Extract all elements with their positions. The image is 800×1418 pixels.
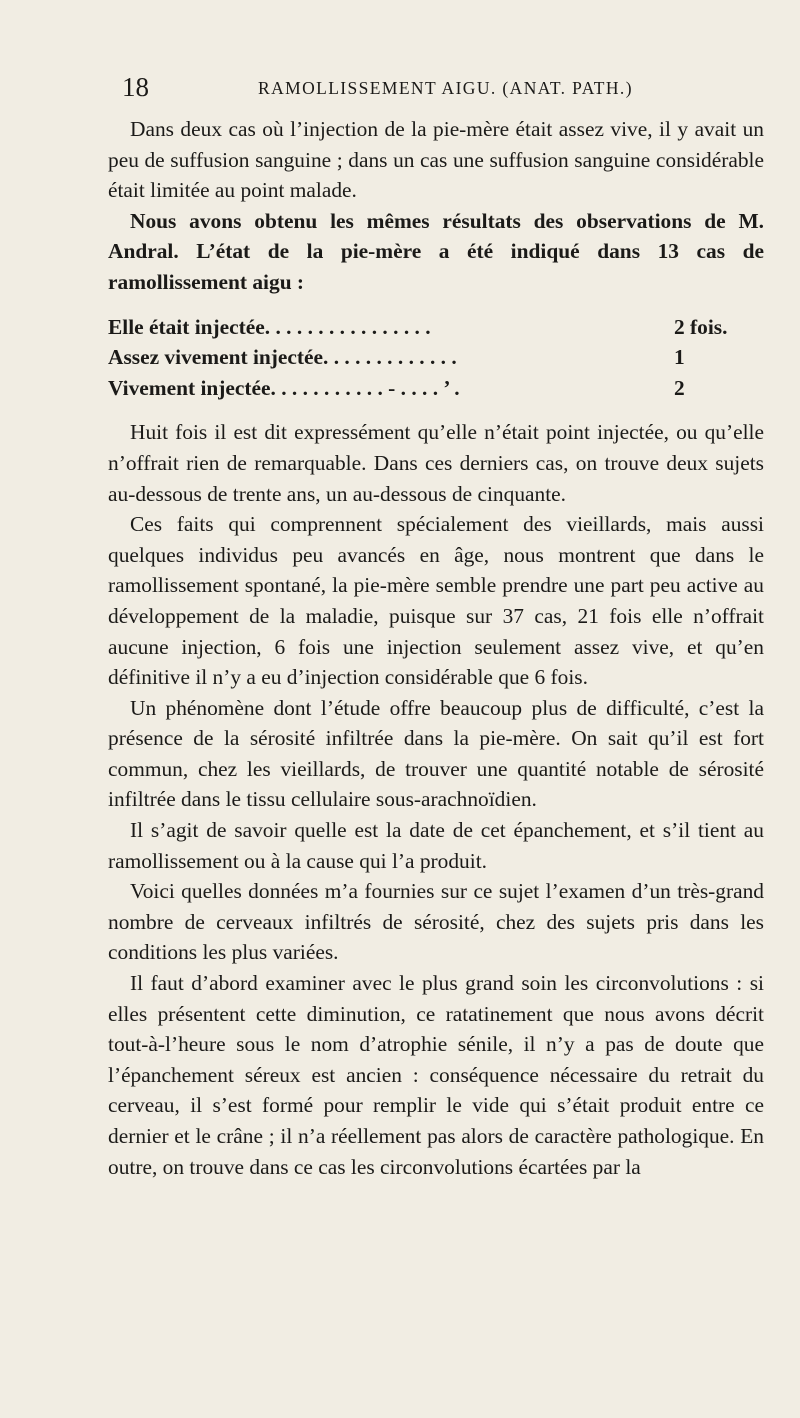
tally-row <box>108 312 736 343</box>
paragraph: Un phénomène dont l’étude offre beaucoup plus de difficulté, c’est la présence de la sérosité infiltrée dans la pie-mère. On sait qu’il est fort commun, chez les vieillards, de trouver une quantité notable de sérosité infiltrée dans le tissu cellulaire sous-arachnoïdien. <box>108 695 764 812</box>
tally-list <box>108 312 764 404</box>
tally-row <box>108 373 736 404</box>
spacer <box>108 298 764 312</box>
paragraph: Il s’agit de savoir quelle est la date de cet épanchement, et s’il tient au ramollissement ou à la cause qui l’a produit. <box>108 818 764 873</box>
spacer <box>108 403 764 417</box>
running-title: RAMOLLISSEMENT AIGU. (ANAT. PATH.) <box>258 78 633 98</box>
tally-label: Assez vivement injectée. . . . . . . . . . . . . <box>108 345 457 370</box>
tally-value: 2 fois. <box>674 314 728 339</box>
tally-value: 2 <box>674 375 685 400</box>
paragraph: Huit fois il est dit expressément qu’elle n’était point injectée, ou qu’elle n’offrait rien de remarquable. Dans ces derniers cas, on trouve deux sujets au-dessous de trente ans, un au-dessous de cinquante. <box>108 420 764 506</box>
paragraph: Ces faits qui comprennent spécialement des vieillards, mais aussi quelques individus peu avancés en âge, nous montrent que dans le ramollissement spontané, la pie-mère semble prendre une part peu active au développement de la maladie, puisque sur 37 cas, 21 fois elle n’offrait aucune injection, 6 fois une injection seulement assez vive, et qu’en définitive il n’y a eu d’injection considérable que 6 fois. <box>108 512 764 690</box>
tally-value: 1 <box>674 345 685 370</box>
body-text <box>108 114 764 1182</box>
paragraph: Voici quelles données m’a fournies sur ce sujet l’examen d’un très-grand nombre de cerveaux infiltrés de sérosité, chez des sujets pris dans les conditions les plus variées. <box>108 879 764 965</box>
page-number: 18 <box>122 72 149 102</box>
paragraph: Nous avons obtenu les mêmes résultats des observations de M. Andral. L’état de la pie-mère a été indiqué dans 13 cas de ramollissement aigu : <box>108 208 764 294</box>
paragraph: Il faut d’abord examiner avec le plus grand soin les circonvolutions : si elles présentent cette diminution, ce ratatinement que nous avons décrit tout-à-l’heure sous le nom d’atrophie sénile, il n’y a pas de doute que l’épanchement séreux est ancien : conséquence nécessaire du retrait du cerveau, il s’est formé pour remplir le vide qui s’était produit entre ce dernier et le crâne ; il n’a réellement pas alors de caractère pathologique. En outre, on trouve dans ce cas les circonvolutions écartées par la <box>108 971 764 1179</box>
tally-label: Vivement injectée. . . . . . . . . . . - . . . . ’ . <box>108 375 460 400</box>
paragraph: Dans deux cas où l’injection de la pie-mère était assez vive, il y avait un peu de suffusion sanguine ; dans un cas une suffusion sanguine considérable était limitée au point malade. <box>108 117 764 203</box>
tally-label: Elle était injectée. . . . . . . . . . . . . . . . <box>108 314 431 339</box>
running-head <box>88 72 768 106</box>
tally-row <box>108 342 736 373</box>
